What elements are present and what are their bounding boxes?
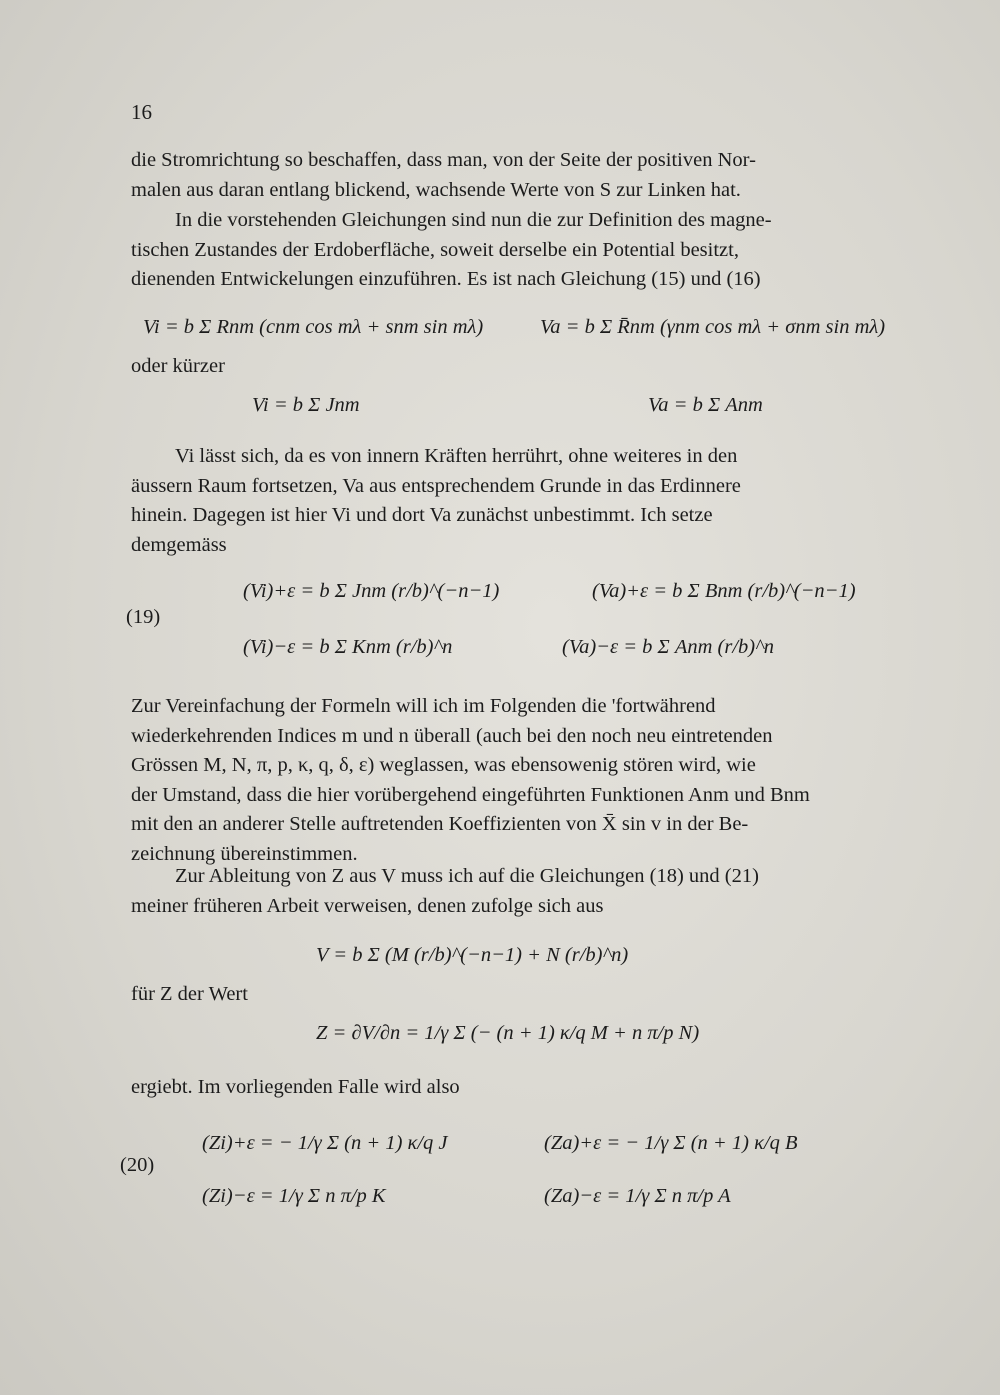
text-line: zeichnung übereinstimmen. <box>131 842 358 865</box>
text-line: malen aus daran entlang blickend, wachsende Werte von S zur Linken hat. <box>131 178 741 201</box>
text-line: mit den an anderer Stelle auftretenden Koeffizienten von X̄ sin v in der Be- <box>131 813 749 835</box>
text-line: demgemäss <box>131 533 227 556</box>
text-line: Zur Ableitung von Z aus V muss ich auf die Gleichungen (18) und (21) <box>175 865 759 887</box>
equation-20b: (Za)+ε = − 1/γ Σ (n + 1) κ/q B <box>544 1132 798 1154</box>
text-line: die Stromrichtung so beschaffen, dass man, von der Seite der positiven Nor- <box>131 149 756 171</box>
paragraph-5 <box>131 862 905 921</box>
paragraph-2 <box>131 206 905 295</box>
equation-va: Va = b Σ R̄nm (γnm cos mλ + σnm sin mλ) <box>540 316 886 338</box>
equation-vi-short: Vi = b Σ Jnm <box>252 394 360 416</box>
text-line: dienenden Entwickelungen einzuführen. Es ist nach Gleichung (15) und (16) <box>131 268 761 290</box>
text-line: äussern Raum fortsetzen, Va aus entsprechendem Grunde in das Erdinnere <box>131 474 741 497</box>
ergiebt-text: ergiebt. Im vorliegenden Falle wird also <box>131 1076 460 1098</box>
equation-z: Z = ∂V/∂n = 1/γ Σ (− (n + 1) κ/q M + n π/p N) <box>316 1022 700 1044</box>
equation-19a: (Vi)+ε = b Σ Jnm (r/b)^(−n−1) <box>243 580 500 602</box>
paragraph-1 <box>131 146 905 205</box>
equation-vi: Vi = b Σ Rnm (cnm cos mλ + snm sin mλ) <box>143 316 484 338</box>
paragraph-3 <box>131 442 905 560</box>
text-line: Zur Vereinfachung der Formeln will ich im Folgenden die 'fortwährend <box>131 695 716 717</box>
equation-va-short: Va = b Σ Anm <box>648 394 763 416</box>
text-line: wiederkehrenden Indices m und n überall (auch bei den noch neu eintretenden <box>131 724 773 747</box>
text-line: Grössen M, N, π, p, κ, q, δ, ε) weglassen, was ebensowenig stören wird, wie <box>131 754 756 776</box>
equation-19d: (Va)−ε = b Σ Anm (r/b)^n <box>562 636 775 658</box>
fuer-z-text: für Z der Wert <box>131 983 248 1005</box>
equation-20d: (Za)−ε = 1/γ Σ n π/p A <box>544 1185 731 1207</box>
equation-20a: (Zi)+ε = − 1/γ Σ (n + 1) κ/q J <box>202 1132 448 1154</box>
text-line: der Umstand, dass die hier vorübergehend eingeführten Funktionen Anm und Bnm <box>131 783 810 806</box>
text-line: meiner früheren Arbeit verweisen, denen zufolge sich aus <box>131 894 604 917</box>
equation-20c: (Zi)−ε = 1/γ Σ n π/p K <box>202 1185 386 1207</box>
page-number: 16 <box>131 100 152 124</box>
equation-number-20: (20) <box>120 1154 155 1176</box>
text-line: hinein. Dagegen ist hier Vi und dort Va zunächst unbestimmt. Ich setze <box>131 504 713 526</box>
text-line: In die vorstehenden Gleichungen sind nun die zur Definition des magne- <box>175 209 772 231</box>
equation-19c: (Vi)−ε = b Σ Knm (r/b)^n <box>243 636 453 658</box>
paragraph-4 <box>131 692 905 869</box>
text-line: Vi lässt sich, da es von innern Kräften herrührt, ohne weiteres in den <box>175 445 738 467</box>
oder-kuerzer: oder kürzer <box>131 355 225 377</box>
equation-19b: (Va)+ε = b Σ Bnm (r/b)^(−n−1) <box>592 580 856 602</box>
text-line: tischen Zustandes der Erdoberfläche, soweit derselbe ein Potential besitzt, <box>131 238 739 261</box>
equation-number-19: (19) <box>126 606 161 628</box>
equation-v: V = b Σ (M (r/b)^(−n−1) + N (r/b)^n) <box>316 944 629 966</box>
